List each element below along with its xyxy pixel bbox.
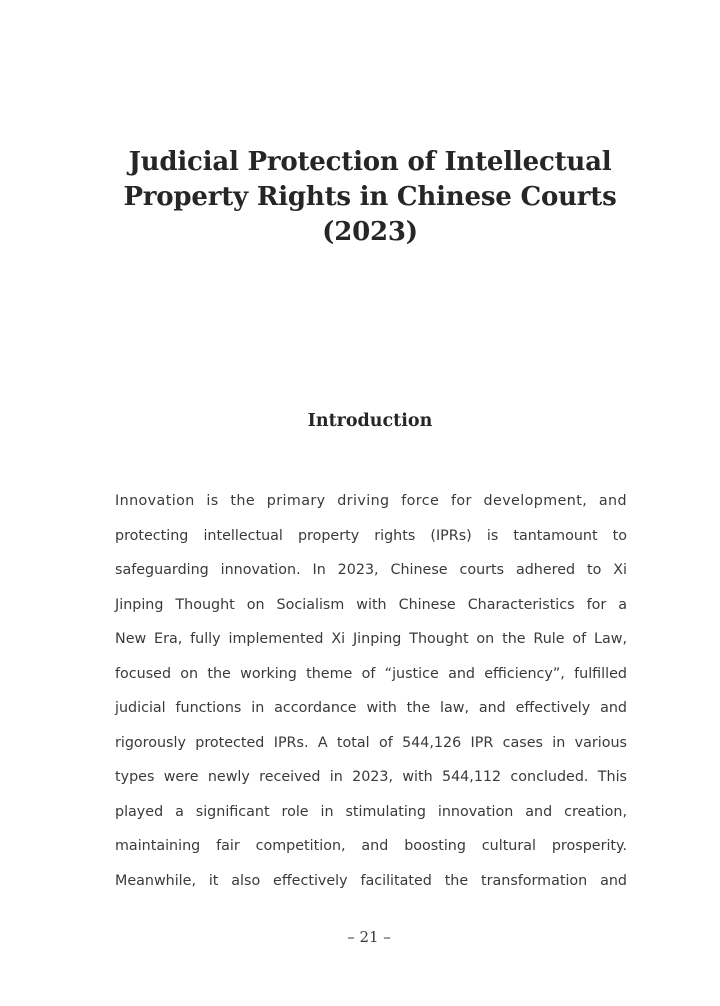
- title-line: Judicial Protection of Intellectual: [128, 147, 612, 177]
- paragraph-line: Meanwhile, it also effectively facilitated the transformation and: [115, 872, 627, 889]
- section-heading: Introduction: [307, 411, 433, 431]
- paragraph-line: safeguarding innovation. In 2023, Chinese courts adhered to Xi: [115, 562, 627, 578]
- paragraph-line: protecting intellectual property rights (IPRs) is tantamount to: [115, 527, 627, 544]
- paragraph-line: maintaining fair competition, and boosting cultural prosperity.: [115, 838, 627, 854]
- paragraph-line: focused on the working theme of “justice and efficiency”, fulfilled: [115, 665, 627, 682]
- document-title: [80, 145, 660, 250]
- title-line: Property Rights in Chinese Courts: [123, 182, 617, 212]
- paragraph-line: judicial functions in accordance with the law, and effectively and: [115, 700, 627, 716]
- paragraph-line: rigorously protected IPRs. A total of 544,126 IPR cases in various: [115, 734, 627, 751]
- paragraph-line: Jinping Thought on Socialism with Chinese Characteristics for a: [115, 596, 627, 613]
- paragraph-line: Innovation is the primary driving force for development, and: [115, 493, 627, 509]
- paragraph-line: types were newly received in 2023, with 544,112 concluded. This: [115, 769, 627, 785]
- title-line: (2023): [322, 217, 418, 247]
- body-paragraph: [115, 484, 627, 898]
- page-number: – 21 –: [347, 928, 391, 946]
- paragraph-line: New Era, fully implemented Xi Jinping Thought on the Rule of Law,: [115, 631, 627, 647]
- paragraph-line: played a significant role in stimulating innovation and creation,: [115, 803, 627, 820]
